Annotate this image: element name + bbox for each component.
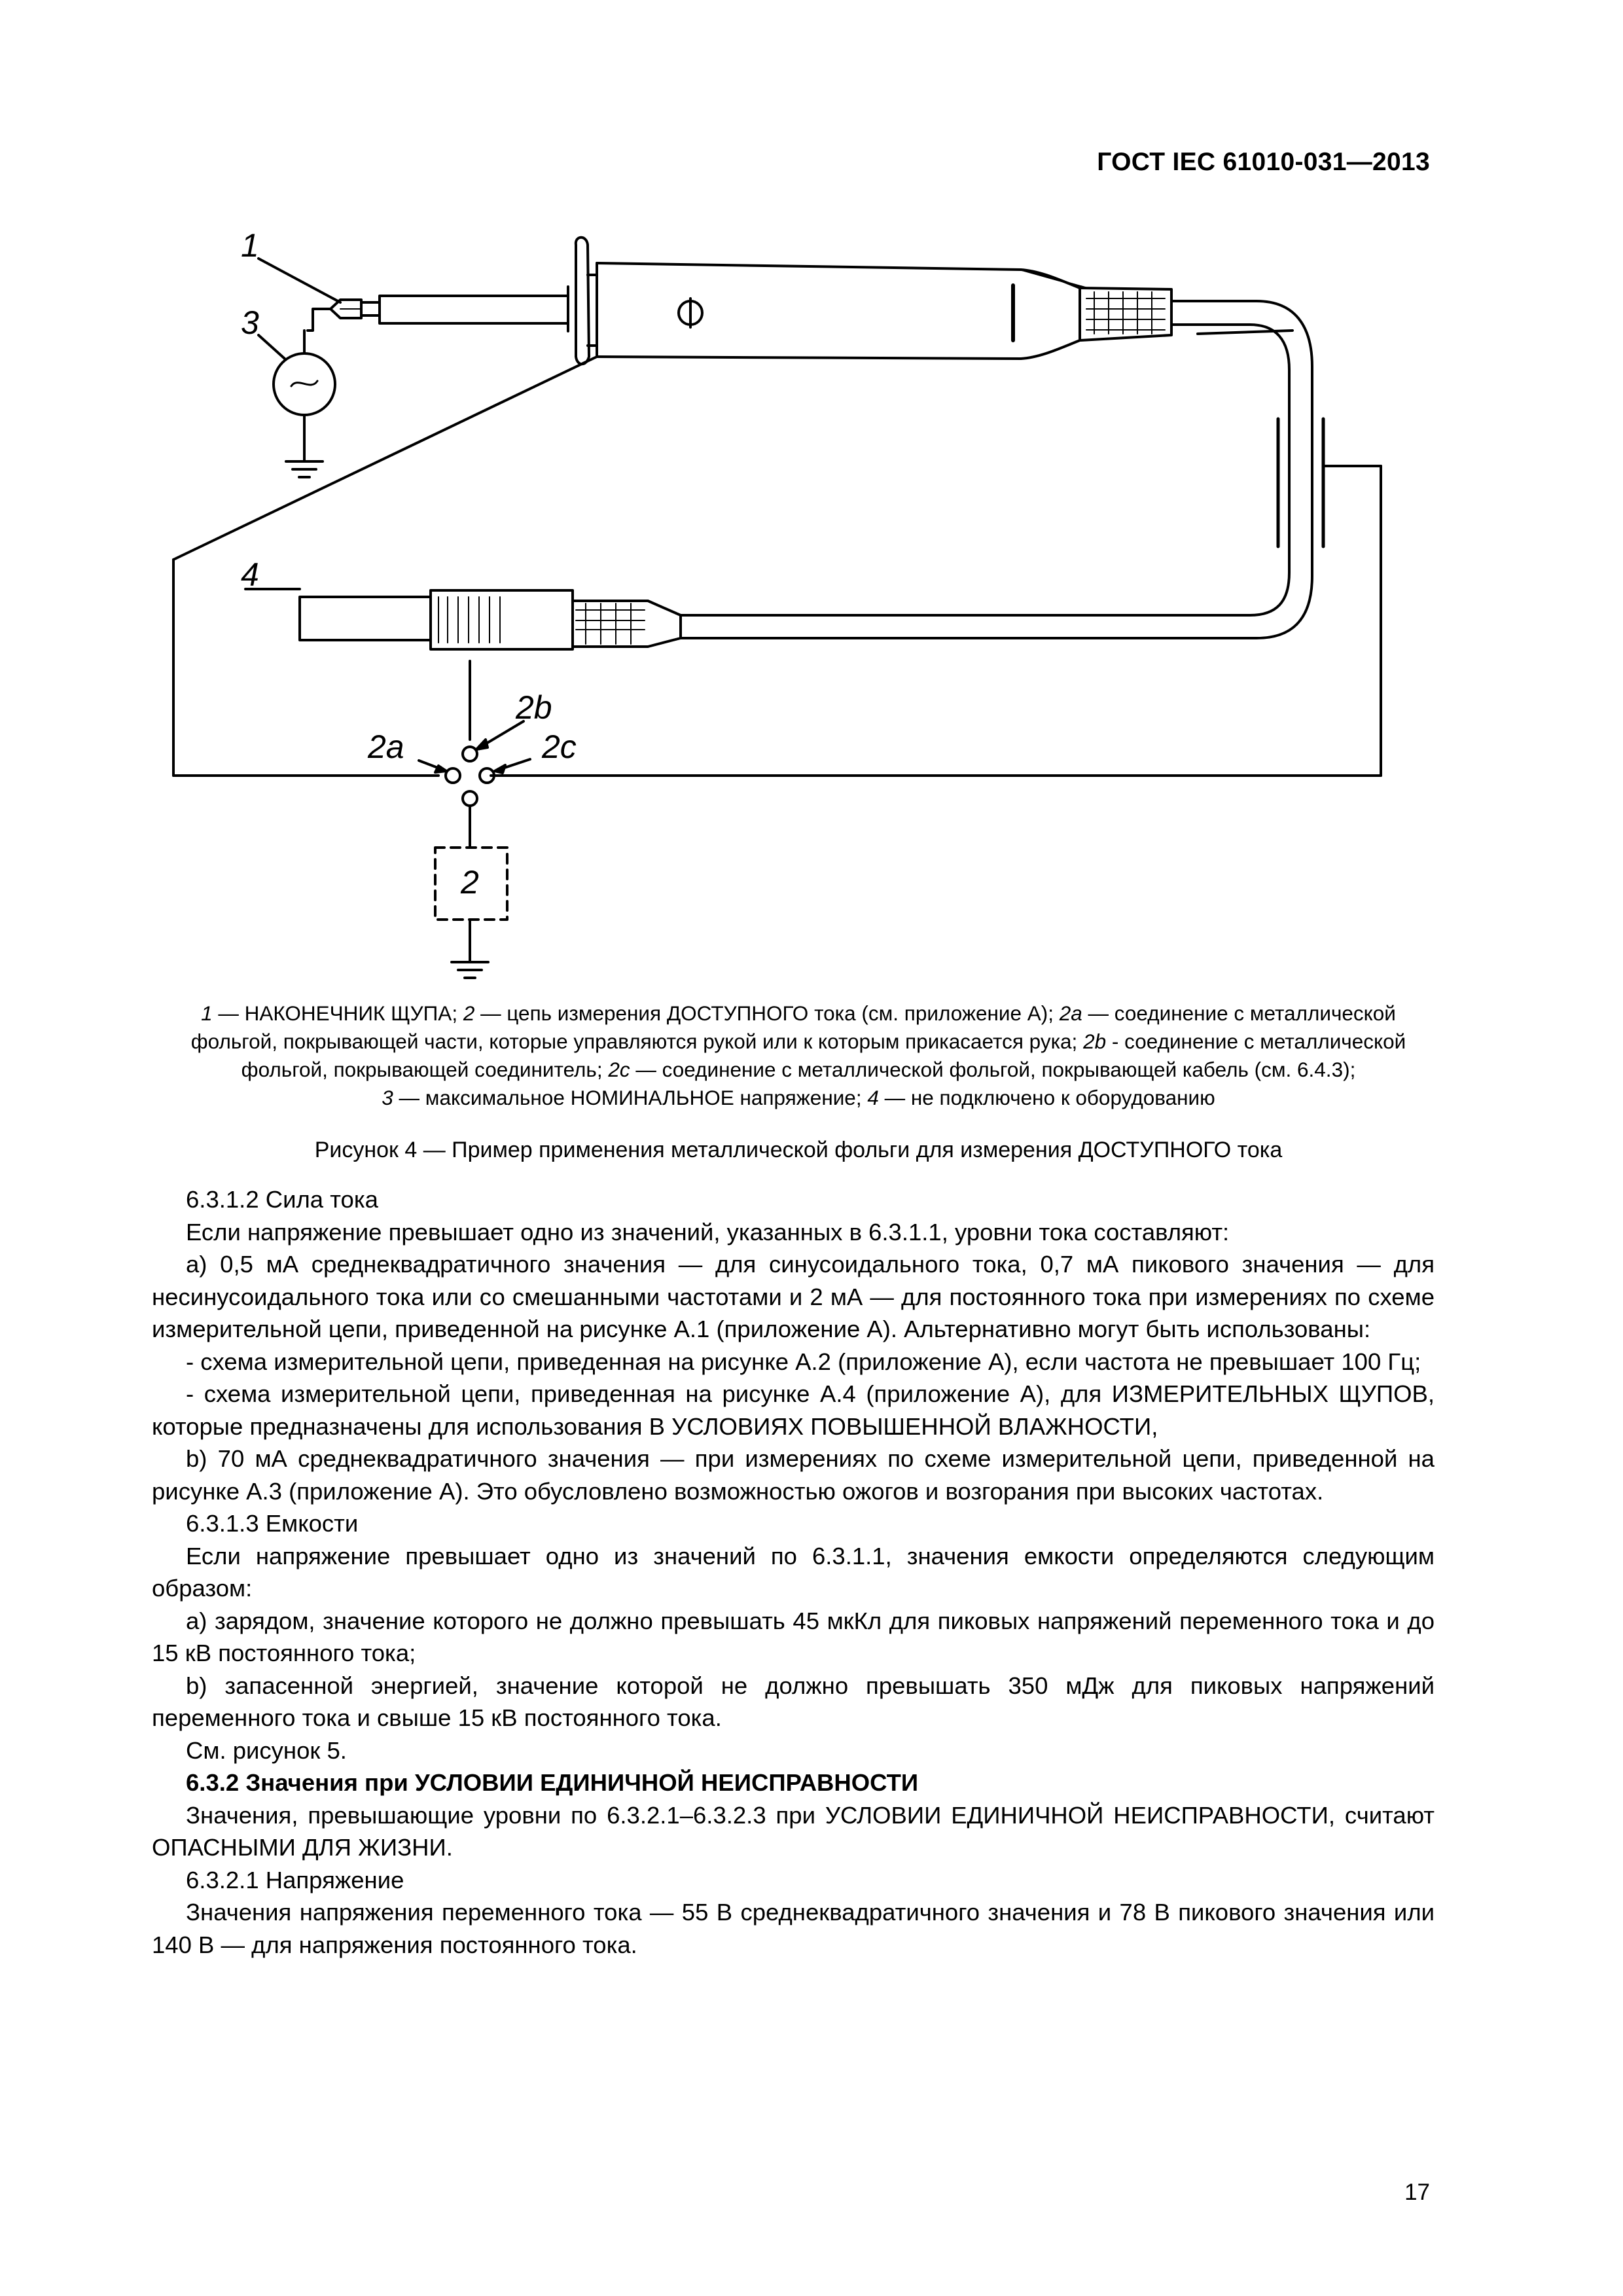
- legend-text: — соединение с металлической фольгой, покрывающей кабель (см. 6.4.3);: [630, 1058, 1356, 1081]
- label-item-1: 1: [241, 227, 259, 264]
- leader-1: [259, 259, 340, 302]
- legend-line: [151, 999, 1446, 1028]
- lower-connector: [300, 590, 681, 649]
- legend-text: фольгой, покрывающей части, которые управляются рукой или к которым прикасается рука;: [190, 1030, 1084, 1053]
- probe-cable: [681, 301, 1312, 638]
- legend-item-marker: 2: [463, 1001, 475, 1025]
- legend-text: — цепь измерения ДОСТУПНОГО тока (см. приложение А);: [474, 1001, 1060, 1025]
- legend-item-marker: 1: [201, 1001, 213, 1025]
- body-paragraph: - схема измерительной цепи, приведенная на рисунке А.4 (приложение А), для ИЗМЕРИТЕЛЬНЫХ ЩУПОВ, которые предназначены для использования В УСЛОВИЯХ ПОВЫШЕННОЙ ВЛАЖНОСТИ,: [152, 1380, 1435, 1440]
- legend-item-marker: 2a: [1059, 1001, 1082, 1025]
- legend-item-marker: 2b: [1083, 1030, 1107, 1053]
- legend-text: — максимальное НОМИНАЛЬНОЕ напряжение;: [393, 1086, 868, 1109]
- body-paragraph: 6.3.2.1 Напряжение: [186, 1866, 404, 1893]
- body-paragraph: b) 70 мА среднеквадратичного значения — при измерениях по схеме измерительной цепи, приведенной на рисунке А.3 (приложение А). Это обусловлено возможностью ожогов и возгорания при высоких частотах.: [152, 1445, 1435, 1505]
- legend-item-marker: 4: [867, 1086, 879, 1109]
- body-paragraph: a) 0,5 мА среднеквадратичного значения — для синусоидального тока, 0,7 мА пикового значения — для несинусоидального тока или со смешанными частотами и 2 мА — для постоянного тока при измерениях по схеме измерительной цепи, приведенной на рисунке А.1 (приложение А). Альтернативно могут быть использованы:: [152, 1251, 1435, 1342]
- legend-text: — НАКОНЕЧНИК ЩУПА;: [212, 1001, 463, 1025]
- body-paragraph: Если напряжение превышает одно из значений, указанных в 6.3.1.1, уровни тока составляют:: [186, 1218, 1230, 1246]
- legend-item-marker: 3: [382, 1086, 393, 1109]
- label-item-3: 3: [241, 304, 259, 341]
- body-paragraph: 6.3.1.2 Сила тока: [186, 1186, 378, 1213]
- body-paragraph: См. рисунок 5.: [186, 1736, 347, 1764]
- body-text: [152, 1183, 1435, 1961]
- probe-finger-guard: [568, 238, 597, 365]
- probe-strain-relief: [1080, 288, 1171, 340]
- legend-line: [151, 1084, 1446, 1112]
- legend-text: фольгой, покрывающей соединитель;: [241, 1058, 609, 1081]
- tip-wire: [308, 309, 330, 331]
- body-paragraph: 6.3.1.3 Емкости: [186, 1510, 359, 1537]
- label-item-2: 2: [461, 864, 479, 901]
- legend-text: — не подключено к оборудованию: [878, 1086, 1215, 1109]
- body-paragraph: Значения, превышающие уровни по 6.3.2.1–6.3.2.3 при УСЛОВИИ ЕДИНИЧНОЙ НЕИСПРАВНОСТИ, считают ОПАСНЫМИ ДЛЯ ЖИЗНИ.: [152, 1801, 1435, 1861]
- body-paragraph: - схема измерительной цепи, приведенная на рисунке А.2 (приложение А), если частота не превышает 100 Гц;: [186, 1348, 1421, 1375]
- legend-text: - соединение с металлической: [1106, 1030, 1406, 1053]
- probe-body: [597, 263, 1080, 359]
- body-paragraph: Значения напряжения переменного тока — 55 В среднеквадратичного значения и 78 В пикового значения или 140 В — для напряжения постоянного тока.: [152, 1899, 1435, 1958]
- figure-legend: [151, 999, 1446, 1112]
- legend-item-marker: 2c: [608, 1058, 630, 1081]
- label-item-2c: 2c: [542, 728, 577, 765]
- figure-probe-diagram: [0, 0, 1623, 1001]
- voltage-source: [274, 331, 335, 477]
- figure-caption: Рисунок 4 — Пример применения металлической фольги для измерения ДОСТУПНОГО тока: [314, 1138, 1283, 1162]
- label-item-2b: 2b: [516, 689, 552, 726]
- label-item-4: 4: [241, 556, 259, 593]
- cable-foil: [491, 419, 1381, 776]
- page-number: 17: [1404, 2179, 1430, 2205]
- standard-header: ГОСТ IEC 61010-031—2013: [1097, 148, 1430, 176]
- foil-lead-diagonal: [173, 357, 597, 560]
- legend-text: — соединение с металлической: [1082, 1001, 1396, 1025]
- probe-tip: [330, 296, 568, 323]
- leader-3: [259, 335, 285, 359]
- section-heading: 6.3.2 Значения при УСЛОВИИ ЕДИНИЧНОЙ НЕИСПРАВНОСТИ: [186, 1769, 919, 1796]
- body-paragraph: a) зарядом, значение которого не должно превышать 45 мкКл для пиковых напряжений переменного тока и до 15 кВ постоянного тока;: [152, 1607, 1435, 1666]
- label-item-2a: 2a: [368, 728, 404, 765]
- body-paragraph: b) запасенной энергией, значение которой не должно превышать 350 мДж для пиковых напряжений переменного тока и свыше 15 кВ постоянного тока.: [152, 1672, 1435, 1731]
- legend-line: [151, 1028, 1446, 1056]
- body-paragraph: Если напряжение превышает одно из значений по 6.3.1.1, значения емкости определяются следующим образом:: [152, 1542, 1435, 1602]
- legend-line: [151, 1056, 1446, 1084]
- connection-switch: [419, 661, 530, 848]
